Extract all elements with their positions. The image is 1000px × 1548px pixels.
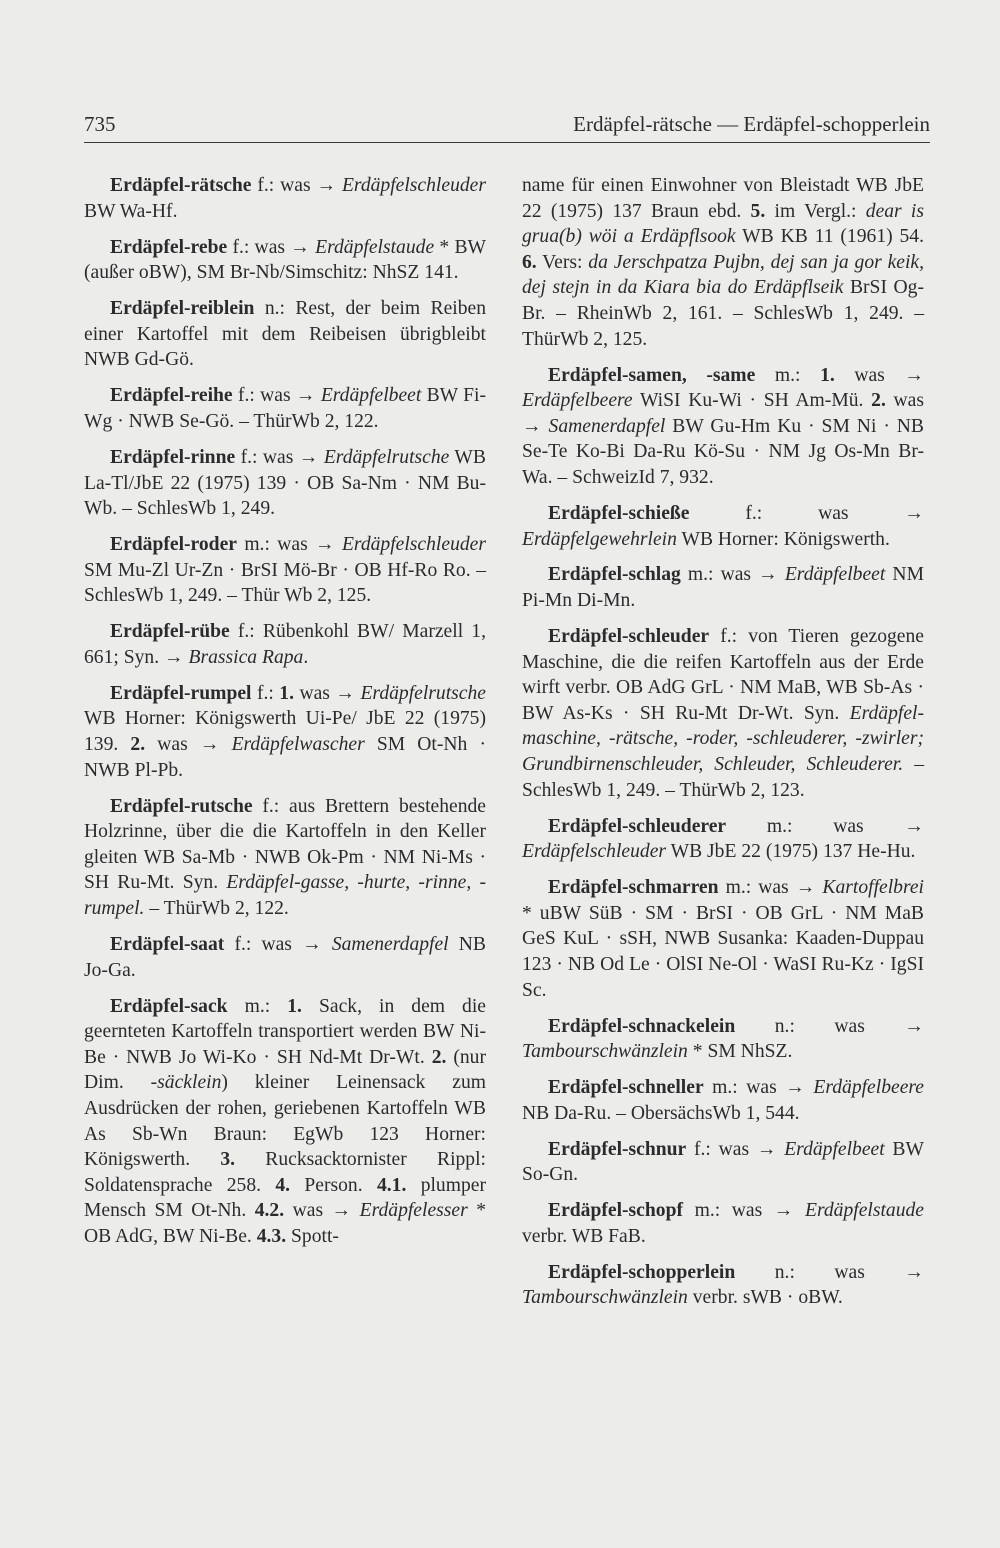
dictionary-entry — [522, 875, 924, 1003]
dictionary-entry — [522, 1014, 924, 1065]
italic-text: Brassica Rapa — [188, 646, 304, 668]
entry-text: m.: — [755, 364, 821, 386]
italic-text: Erdäpfelbeet — [784, 1138, 885, 1160]
dictionary-entry — [84, 619, 486, 670]
sense-number: 6. — [522, 251, 537, 273]
page-header — [84, 112, 930, 142]
dictionary-entry — [522, 501, 924, 552]
entry-text: * BW (außer oBW), SM Br-Nb/Simschitz: NhSZ 141. — [84, 236, 487, 284]
running-head: Erdäpfel-rätsche — Erdäpfel-schopperlein — [573, 112, 930, 136]
entry-headword: Erdäpfel-rätsche — [110, 175, 252, 196]
italic-text: Erdäpfelbeere — [813, 1077, 924, 1099]
entry-text: f.: was → — [235, 446, 324, 468]
entry-text: name für einen Einwohner von Bleistadt WB JbE 22 (1975) 137 Braun ebd. — [522, 175, 924, 222]
italic-text: Samenerdapfel — [548, 415, 666, 437]
dictionary-entry — [84, 173, 486, 224]
italic-text: da Jerschpatza Pujbn, dej san ja gor keik, dej stejn in da Kiara bia do Erdäpflseik — [522, 251, 924, 299]
entry-text: m.: was → — [683, 1200, 805, 1222]
entry-text: NB Da-Ru. – ObersächsWb 1, 544. — [522, 1102, 800, 1124]
entry-text: f.: was → — [227, 236, 316, 258]
entry-headword: Erdäpfel-reihe — [110, 385, 233, 407]
entry-text: BW Fi-Wg · NWB Se-Gö. – ThürWb 2, 122. — [84, 385, 486, 432]
entry-text: Sack, in dem die geernteten Kartoffeln transportiert werden BW Ni-Be · NWB Jo Wi-Ko · SH Nd-Mt Dr-Wt. — [84, 995, 486, 1068]
italic-text: Erdäpfel-gasse, -hurte, -rinne, -rumpel. — [84, 872, 486, 919]
entry-headword: Erdäpfel-schnackelein — [548, 1015, 736, 1037]
italic-text: Kartoffelbrei — [822, 877, 924, 899]
entry-headword: Erdäpfel-saat — [110, 933, 225, 955]
entry-headword: Erdäpfel-rebe — [110, 236, 228, 258]
dictionary-entry — [522, 624, 924, 803]
sense-number: 2. — [871, 390, 886, 412]
entry-text: Rucksacktornister Rippl: Soldatensprache 258. — [84, 1149, 486, 1196]
entry-text: * uBW SüB · SM · BrSI · OB GrL · NM MaB GeS KuL · sSH, NWB Susanka: Kaaden-Duppau 123 · NB Od Le · OlSI Ne-Ol · WaSI Ru-Kz · IgSI Sc. — [522, 902, 924, 1001]
italic-text: dear is grua(b) wöi a Erdäpflsook — [522, 200, 924, 248]
entry-text: WB Horner: Königswerth Ui-Pe/ JbE 22 (1975) 139. — [84, 708, 486, 756]
dictionary-entry — [84, 681, 486, 783]
dictionary-entry — [84, 296, 486, 373]
entry-text: NB Jo-Ga. — [84, 933, 486, 981]
dictionary-entry — [522, 1137, 924, 1188]
sense-number: 2. — [431, 1046, 447, 1068]
entry-text: BW So-Gn. — [522, 1138, 924, 1186]
entry-text: m.: — [227, 995, 288, 1017]
italic-text: Erdäpfelgewehrlein — [522, 528, 677, 550]
entry-text: m.: was → — [680, 564, 785, 586]
entry-headword: Erdäpfel-schlag — [548, 564, 681, 586]
italic-text: Tambourschwänzlein — [522, 1287, 688, 1309]
entry-text: m.: was → — [726, 815, 924, 837]
dictionary-entry — [522, 562, 924, 613]
entry-text: f.: von Tieren gezogene Maschine, die die reifen Kartoffeln aus der Erde wirft verbr. OB AdG GrL · NM MaB, WB Sb-As · BW As-Ks · SH Ru-Mt Dr-Wt. Syn. — [522, 626, 924, 724]
entry-headword: Erdäpfel-schnur — [548, 1138, 687, 1160]
entry-text: was → — [284, 1200, 360, 1222]
entry-text: ) kleiner Leinensack zum Ausdrücken der rohen, geriebenen Kartoffeln WB As Sb-Wn Braun: EgWb 123 Horner: Königswerth. — [84, 1072, 486, 1171]
entry-text: plumper Mensch SM Ot-Nh. — [84, 1174, 486, 1222]
dictionary-entry — [84, 932, 486, 983]
entry-text: SM Mu-Zl Ur-Zn · BrSI Mö-Br · OB Hf-Ro Ro. – SchlesWb 1, 249. – Thür Wb 2, 125. — [84, 559, 486, 607]
sense-number: 4.1. — [376, 1174, 407, 1196]
italic-text: Erdäpfel-maschine, -rätsche, -roder, -schleuderer, -zwirler; Grundbirnenschleuder, Schleuder, Schleuderer. — [522, 702, 924, 776]
entry-headword: Erdäpfel-schopperlein — [548, 1261, 736, 1283]
entry-text: m.: was → — [236, 534, 342, 556]
dictionary-entry — [84, 235, 486, 286]
sense-number: 4. — [275, 1174, 291, 1196]
entry-text: Spott- — [286, 1225, 339, 1247]
italic-text: Tambourschwänzlein — [522, 1041, 688, 1063]
italic-text: Erdäpfelschleuder — [341, 534, 486, 556]
header-rule — [84, 142, 930, 143]
sense-number: 4.3. — [256, 1225, 287, 1247]
entry-text: * OB AdG, BW Ni-Be. — [84, 1200, 487, 1247]
entry-text: n.: was → — [735, 1261, 924, 1283]
entry-text: – ThürWb 2, 122. — [144, 897, 289, 919]
entry-headword: Erdäpfel-rübe — [110, 621, 230, 643]
entry-text: im Vergl.: — [765, 200, 866, 222]
entry-text: f.: Rübenkohl BW/ Marzell 1, 661; Syn. → — [84, 621, 486, 668]
entry-text: . — [303, 646, 309, 668]
entry-headword: Erdäpfel-reiblein — [110, 298, 255, 320]
entry-text: f.: was → — [689, 502, 924, 524]
entry-text: was → — [834, 364, 924, 386]
sense-number: 5. — [750, 200, 766, 222]
sense-number: 1. — [287, 995, 302, 1017]
entry-text: SM Ot-Nh · NWB Pl-Pb. — [84, 734, 486, 781]
dictionary-entry — [84, 445, 486, 522]
entry-text: was → — [522, 390, 925, 437]
italic-text: Samenerdapfel — [331, 933, 449, 955]
italic-text: Erdäpfelschleuder — [341, 175, 486, 196]
entry-text: NM Pi-Mn Di-Mn. — [522, 564, 924, 612]
entry-text: BW Gu-Hm Ku · SM Ni · NB Se-Te Ko-Bi Da-Ru Kö-Su · NM Jg Os-Mn Br-Wa. – SchweizId 7, 932. — [522, 415, 924, 488]
italic-text: Erdäpfelrutsche — [360, 682, 486, 704]
left-column — [84, 173, 486, 1260]
entry-text: Vers: — [536, 251, 589, 273]
entry-text: * SM NhSZ. — [687, 1041, 793, 1063]
dictionary-entry — [522, 1075, 924, 1126]
entry-text: WiSI Ku-Wi · SH Am-Mü. — [632, 390, 872, 412]
dictionary-entry — [522, 363, 924, 491]
entry-text: WB KB 11 (1961) 54. — [735, 226, 924, 248]
italic-text: Erdäpfelstaude — [805, 1200, 924, 1222]
entry-headword: Erdäpfel-rinne — [110, 446, 236, 468]
dictionary-entry — [522, 814, 924, 865]
dictionary-entry — [84, 994, 486, 1250]
dictionary-entry — [522, 1198, 924, 1249]
sense-number: 1. — [279, 682, 294, 704]
italic-text: Erdäpfelbeet — [320, 385, 422, 407]
entry-headword: Erdäpfel-schmarren — [548, 877, 719, 899]
entry-text: – SchlesWb 1, 249. – ThürWb 2, 123. — [522, 754, 924, 801]
italic-text: Erdäpfelbeet — [784, 564, 886, 586]
entry-text: f.: — [251, 682, 280, 704]
entry-text: f.: was → — [232, 385, 321, 407]
entry-text: WB JbE 22 (1975) 137 He-Hu. — [666, 841, 916, 863]
entry-headword: Erdäpfel-rutsche — [110, 795, 253, 817]
entry-text: m.: was → — [703, 1077, 814, 1099]
dictionary-entry — [84, 383, 486, 434]
page-number: 735 — [84, 112, 116, 136]
entry-text: was → — [294, 682, 361, 704]
entry-headword: Erdäpfel-samen, -same — [548, 364, 756, 386]
italic-text: -säcklein — [150, 1072, 222, 1094]
entry-headword: Erdäpfel-schleuder — [548, 626, 710, 648]
italic-text: Erdäpfelrutsche — [323, 446, 450, 468]
entry-text: WB Horner: Königswerth. — [676, 528, 890, 550]
dictionary-entry — [84, 794, 486, 922]
entry-text: f.: aus Brettern bestehende Holzrinne, über die die Kartoffeln in den Keller gleiten WB Sa-Mb · NWB Ok-Pm · NM Ni-Ms · SH Ru-Mt. Syn. — [84, 795, 486, 894]
dictionary-entry — [84, 532, 486, 609]
entry-text: WB La-Tl/JbE 22 (1975) 139 · OB Sa-Nm · NM Bu-Wb. – SchlesWb 1, 249. — [84, 446, 486, 520]
dictionary-entry — [522, 1260, 924, 1311]
entry-text: n.: Rest, der beim Reiben einer Kartoffel mit dem Reibeisen übrigbleibt NWB Gd-Gö. — [84, 298, 486, 371]
entry-continuation — [522, 173, 924, 352]
entry-text: BW Wa-Hf. — [84, 200, 178, 222]
italic-text: Erdäpfelstaude — [315, 236, 435, 258]
entry-text: f.: was → — [224, 933, 332, 955]
entry-text: f.: was → — [686, 1138, 785, 1160]
italic-text: Erdäpfelesser — [359, 1200, 468, 1222]
entry-text: was → — [145, 734, 232, 756]
sense-number: 2. — [130, 734, 146, 756]
entry-text: m.: was → — [718, 877, 823, 899]
entry-text: BrSI Og-Br. – RheinWb 2, 161. – SchlesWb 1, 249. – ThürWb 2, 125. — [522, 277, 924, 350]
entry-text: f.: was → — [251, 175, 342, 196]
right-column — [522, 173, 924, 1321]
italic-text: Erdäpfelwascher — [231, 734, 365, 756]
entry-headword: Erdäpfel-schieße — [548, 502, 690, 524]
sense-number: 3. — [220, 1149, 236, 1171]
entry-headword: Erdäpfel-rumpel — [110, 682, 252, 704]
entry-headword: Erdäpfel-sack — [110, 995, 228, 1017]
sense-number: 4.2. — [254, 1200, 285, 1222]
entry-text: n.: was → — [735, 1015, 924, 1037]
entry-text: verbr. sWB · oBW. — [687, 1287, 843, 1309]
italic-text: Erdäpfelbeere — [522, 390, 633, 412]
italic-text: Erdäpfelschleuder — [522, 841, 667, 863]
entry-headword: Erdäpfel-roder — [110, 534, 237, 556]
sense-number: 1. — [820, 364, 835, 386]
entry-headword: Erdäpfel-schneller — [548, 1077, 704, 1099]
entry-text: Person. — [290, 1174, 377, 1196]
entry-headword: Erdäpfel-schleuderer — [548, 815, 727, 837]
entry-text: (nur Dim. — [84, 1046, 486, 1094]
entry-headword: Erdäpfel-schopf — [548, 1200, 683, 1222]
entry-text: verbr. WB FaB. — [522, 1225, 646, 1247]
